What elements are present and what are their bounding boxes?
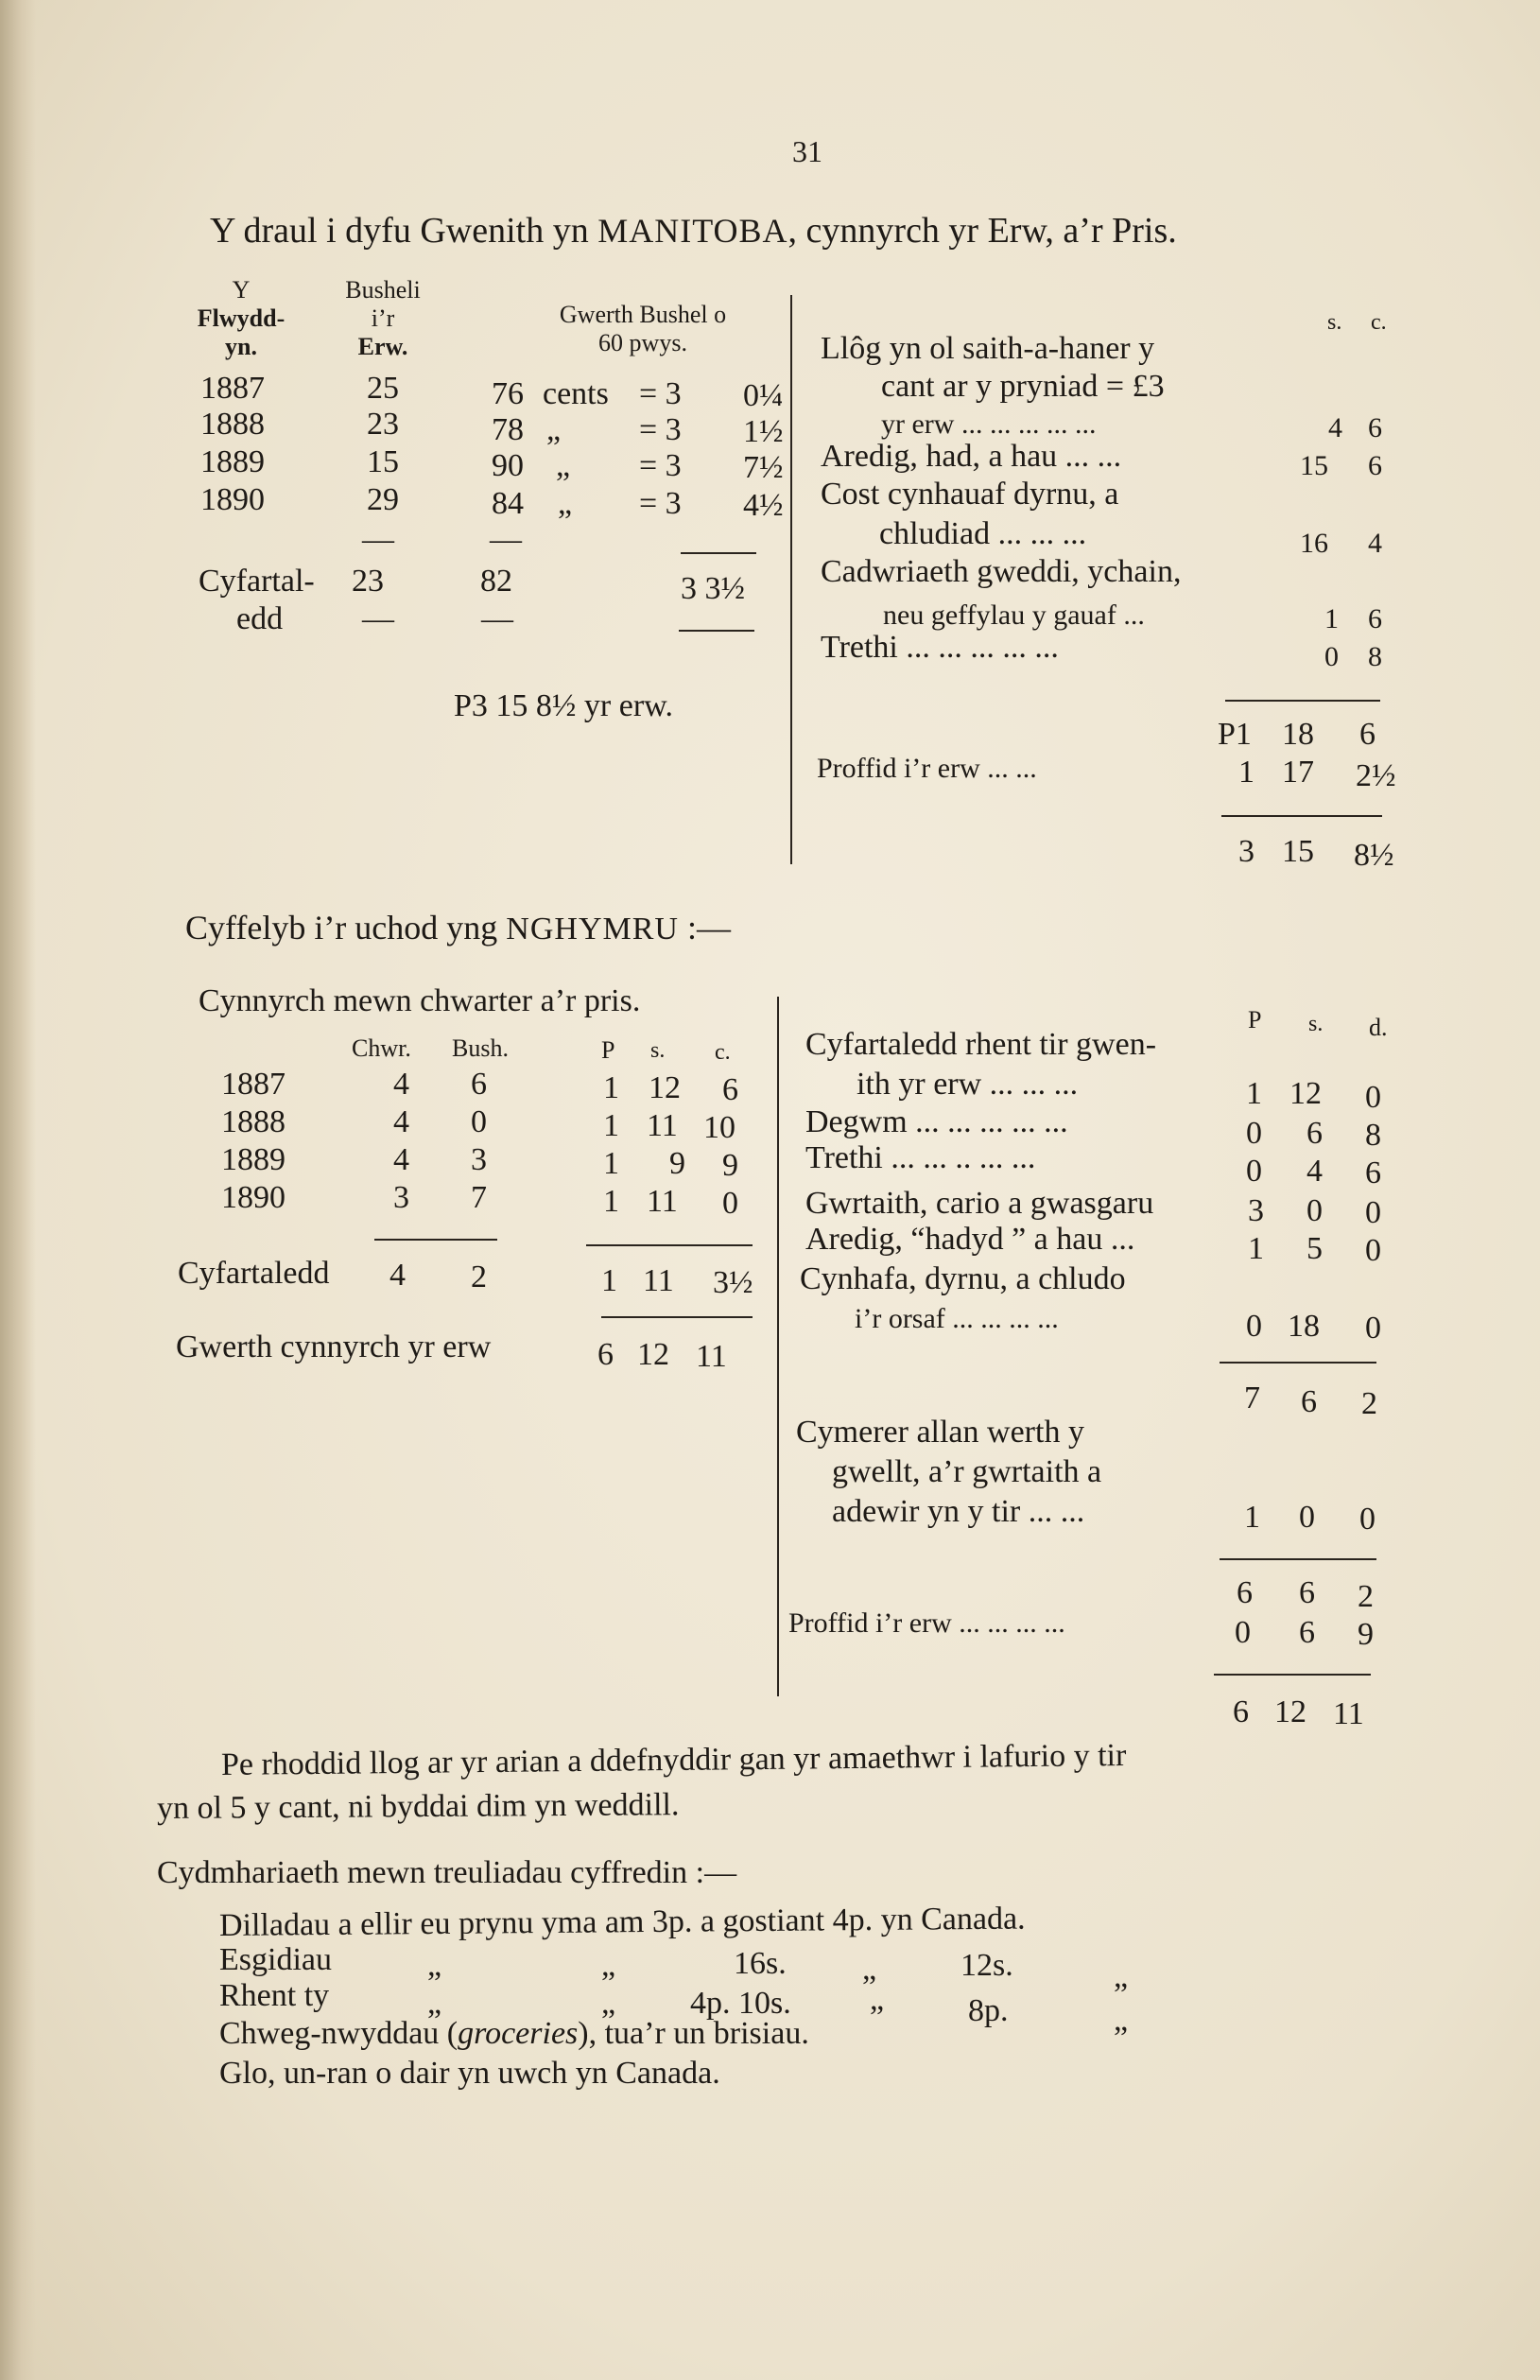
average-cents: 82 bbox=[480, 564, 512, 599]
cost-item: Cyfartaledd rhent tir gwen- bbox=[805, 1027, 1157, 1062]
comparison-price: 16s. bbox=[734, 1946, 787, 1981]
row-c: 0 bbox=[722, 1186, 738, 1221]
row-eq: = 3 bbox=[639, 412, 682, 447]
cost-item: yr erw ... ... ... ... ... bbox=[881, 408, 1097, 440]
profit-s: 17 bbox=[1282, 755, 1314, 790]
cost-d: 0 bbox=[1365, 1233, 1381, 1268]
header-p: P bbox=[601, 1036, 615, 1064]
average-value: 3 3½ bbox=[681, 571, 745, 606]
header-year-2: Flwydd- bbox=[197, 304, 286, 332]
profit-label: Proffid i’r erw ... ... ... ... bbox=[788, 1607, 1065, 1639]
row-eq: = 3 bbox=[639, 376, 682, 411]
cost-d: 0 bbox=[1365, 1311, 1381, 1346]
deduct-p: 1 bbox=[1244, 1500, 1260, 1535]
total-s: 12 bbox=[1274, 1694, 1306, 1729]
row-value: 7½ bbox=[743, 450, 784, 485]
page-edge bbox=[0, 0, 36, 2380]
row-p: 1 bbox=[603, 1108, 619, 1143]
header-bushels-2: i’r bbox=[371, 304, 395, 332]
row-cents: 84 bbox=[492, 486, 524, 521]
row-unit: cents bbox=[543, 376, 609, 411]
average-bushels: 23 bbox=[352, 564, 384, 599]
manitoba-total: P3 15 8½ yr erw. bbox=[454, 688, 673, 723]
rule bbox=[1225, 700, 1380, 702]
cost-item: Trethi ... ... ... ... ... bbox=[821, 630, 1059, 665]
row-p: 1 bbox=[603, 1184, 619, 1219]
cost-p: 0 bbox=[1246, 1116, 1262, 1151]
ditto-mark: „ bbox=[870, 1982, 885, 2017]
row-s: 11 bbox=[647, 1184, 678, 1219]
value-label: Gwerth cynnyrch yr erw bbox=[176, 1329, 492, 1364]
dash: — bbox=[362, 522, 394, 557]
ditto-mark: „ bbox=[601, 1986, 616, 2021]
cost-d: 0 bbox=[1365, 1080, 1381, 1115]
row-chwr: 4 bbox=[393, 1067, 409, 1102]
value-p: 6 bbox=[597, 1337, 614, 1372]
cost-d: 0 bbox=[1365, 1195, 1381, 1230]
cost-s: 16 bbox=[1300, 528, 1328, 559]
header-d: d. bbox=[1369, 1014, 1388, 1041]
row-unit: „ bbox=[556, 448, 571, 483]
comparison-heading: Cydmhariaeth mewn treuliadau cyffredin :— bbox=[157, 1855, 737, 1890]
average-p: 1 bbox=[601, 1263, 617, 1298]
cost-item: chludiad ... ... ... bbox=[879, 516, 1087, 551]
row-c: 10 bbox=[703, 1110, 735, 1145]
cost-s: 4 bbox=[1328, 412, 1342, 443]
deduct-d: 0 bbox=[1359, 1502, 1376, 1537]
row-p: 1 bbox=[603, 1146, 619, 1181]
title-part3: , cynnyrch yr Erw, a’r Pris. bbox=[787, 211, 1177, 251]
row-bush: 3 bbox=[471, 1142, 487, 1177]
row-bush: 7 bbox=[471, 1180, 487, 1215]
wales-heading bbox=[185, 908, 731, 947]
wales-heading-part2: NGHYMRU bbox=[506, 912, 679, 947]
cost-item: Cost cynhauaf dyrnu, a bbox=[821, 477, 1119, 512]
row-chwr: 3 bbox=[393, 1180, 409, 1215]
row-s: 9 bbox=[669, 1146, 685, 1181]
paragraph-line: yn ol 5 y cant, ni byddai dim yn weddill. bbox=[156, 1787, 680, 1826]
cost-p: 3 bbox=[1248, 1193, 1264, 1228]
comparison-price: 4p. 10s. bbox=[690, 1986, 791, 2021]
row-chwr: 4 bbox=[393, 1142, 409, 1177]
rule bbox=[679, 630, 754, 632]
dash: — bbox=[362, 601, 394, 636]
profit-c: 2½ bbox=[1356, 758, 1396, 793]
profit-p: 0 bbox=[1235, 1615, 1251, 1650]
cost-c: 6 bbox=[1368, 603, 1382, 634]
comparison-line bbox=[219, 2016, 809, 2052]
wales-heading-part3: :— bbox=[678, 909, 731, 947]
cost-d: 8 bbox=[1365, 1118, 1381, 1153]
cost-p: 0 bbox=[1246, 1309, 1262, 1344]
row-bush: 6 bbox=[471, 1067, 487, 1102]
row-p: 1 bbox=[603, 1070, 619, 1105]
row-year: 1887 bbox=[221, 1067, 286, 1102]
paragraph-line: Pe rhoddid llog ar yr arian a ddefnyddir gan yr amaethwr i lafurio y tir bbox=[220, 1737, 1127, 1782]
subtotal2-s: 6 bbox=[1299, 1575, 1315, 1610]
column-divider bbox=[790, 295, 792, 864]
average-label: Cyfartaledd bbox=[178, 1256, 330, 1291]
total-d: 11 bbox=[1333, 1696, 1364, 1731]
subtotal-p: 7 bbox=[1244, 1381, 1260, 1416]
cost-s: 0 bbox=[1306, 1193, 1323, 1228]
ditto-mark: „ bbox=[1114, 1959, 1129, 1994]
cost-s: 5 bbox=[1306, 1231, 1323, 1266]
comparison-line: Glo, un-ran o dair yn uwch yn Canada. bbox=[219, 2056, 720, 2091]
title-part1: Y draul i dyfu Gwenith yn bbox=[210, 211, 598, 251]
rule bbox=[1214, 1674, 1371, 1676]
rule bbox=[1220, 1558, 1376, 1560]
header-c: c. bbox=[715, 1040, 731, 1065]
cost-item: neu geffylau y gauaf ... bbox=[883, 599, 1145, 631]
dash: — bbox=[481, 601, 513, 636]
cost-s: 1 bbox=[1324, 603, 1339, 634]
profit-s: 6 bbox=[1299, 1615, 1315, 1650]
subtotal-s: 18 bbox=[1282, 717, 1314, 752]
comparison-text: Chweg-nwyddau ( bbox=[219, 2016, 459, 2051]
header-bush: Bush. bbox=[452, 1034, 509, 1062]
subtotal2-d: 2 bbox=[1358, 1579, 1374, 1614]
column-divider bbox=[777, 997, 779, 1696]
row-bush: 0 bbox=[471, 1104, 487, 1139]
header-bushels-1: Busheli bbox=[345, 276, 421, 304]
header-bushels-3: Erw. bbox=[357, 333, 408, 360]
cost-item: Cadwriaeth gweddi, ychain, bbox=[821, 554, 1182, 589]
average-label-2: edd bbox=[236, 601, 284, 636]
comparison-price: 12s. bbox=[960, 1948, 1013, 1983]
row-eq: = 3 bbox=[639, 486, 682, 521]
row-year: 1887 bbox=[200, 371, 265, 406]
cost-p: 0 bbox=[1246, 1154, 1262, 1189]
cost-item: Gwrtaith, cario a gwasgaru bbox=[805, 1186, 1154, 1221]
row-unit: „ bbox=[546, 412, 562, 447]
cost-item: Aredig, had, a hau ... ... bbox=[821, 439, 1122, 474]
page-number: 31 bbox=[792, 134, 822, 168]
page-title bbox=[210, 210, 1177, 252]
subtotal-d: 2 bbox=[1361, 1386, 1377, 1421]
total-s: 15 bbox=[1282, 834, 1314, 869]
header-p: P bbox=[1248, 1006, 1262, 1034]
header-year-3: yn. bbox=[225, 333, 257, 360]
row-c: 6 bbox=[722, 1072, 738, 1107]
comparison-item: Esgidiau bbox=[219, 1942, 332, 1977]
cost-s: 18 bbox=[1288, 1309, 1320, 1344]
total-p: 6 bbox=[1233, 1694, 1249, 1729]
wales-heading-part1: Cyffelyb i’r uchod yng bbox=[185, 909, 507, 947]
comparison-line: Dilladau a ellir eu prynu yma am 3p. a gostiant 4p. yn Canada. bbox=[218, 1901, 1026, 1943]
cost-s: 6 bbox=[1306, 1116, 1323, 1151]
cost-item: Aredig, “hadyd ” a hau ... bbox=[805, 1222, 1135, 1257]
rule bbox=[1221, 815, 1382, 817]
header-s: s. bbox=[1308, 1012, 1324, 1036]
cost-s: 0 bbox=[1324, 641, 1339, 672]
deduct-line: Cymerer allan werth y bbox=[796, 1415, 1084, 1450]
row-year: 1890 bbox=[221, 1180, 286, 1215]
subtotal-c: 6 bbox=[1359, 717, 1376, 752]
cost-c: 8 bbox=[1368, 641, 1382, 672]
ditto-mark: „ bbox=[862, 1952, 877, 1987]
header-chwr: Chwr. bbox=[352, 1034, 411, 1062]
row-value: 1½ bbox=[743, 414, 784, 449]
total-c: 8½ bbox=[1354, 838, 1394, 873]
row-year: 1889 bbox=[221, 1142, 286, 1177]
total-p: 3 bbox=[1238, 834, 1254, 869]
cost-item: Degwm ... ... ... ... ... bbox=[805, 1104, 1068, 1139]
average-bush: 2 bbox=[471, 1259, 487, 1294]
header-year-1: Y bbox=[232, 276, 251, 304]
wales-caption: Cynnyrch mewn chwarter a’r pris. bbox=[199, 983, 641, 1018]
row-value: 4½ bbox=[743, 488, 784, 523]
subtotal-p: P1 bbox=[1218, 717, 1252, 752]
row-s: 11 bbox=[647, 1108, 678, 1143]
average-label-1: Cyfartal- bbox=[199, 564, 315, 599]
cost-c: 6 bbox=[1368, 450, 1382, 481]
cost-p: 1 bbox=[1248, 1231, 1264, 1266]
cost-c: 6 bbox=[1368, 412, 1382, 443]
cost-item: Llôg yn ol saith-a-haner y bbox=[821, 331, 1155, 366]
average-s: 11 bbox=[643, 1263, 674, 1298]
col-s: s. bbox=[1327, 310, 1342, 335]
row-year: 1889 bbox=[200, 444, 265, 479]
value-s: 12 bbox=[637, 1337, 669, 1372]
value-c: 11 bbox=[696, 1339, 727, 1374]
subtotal2-p: 6 bbox=[1237, 1575, 1253, 1610]
row-bushels: 15 bbox=[367, 444, 399, 479]
deduct-line: gwellt, a’r gwrtaith a bbox=[832, 1454, 1102, 1489]
ditto-mark: „ bbox=[427, 1986, 442, 2021]
comparison-price: 8p. bbox=[968, 1993, 1009, 2028]
comparison-item: Rhent ty bbox=[219, 1978, 330, 2013]
row-bushels: 23 bbox=[367, 407, 399, 442]
row-cents: 76 bbox=[492, 376, 524, 411]
comparison-text: ), tua’r un brisiau. bbox=[578, 2016, 809, 2051]
cost-item: Cynhafa, dyrnu, a chludo bbox=[800, 1261, 1126, 1296]
cost-s: 4 bbox=[1306, 1154, 1323, 1189]
subtotal-s: 6 bbox=[1301, 1384, 1317, 1419]
average-c: 3½ bbox=[713, 1265, 753, 1300]
rule bbox=[586, 1244, 753, 1246]
row-bushels: 25 bbox=[367, 371, 399, 406]
row-cents: 78 bbox=[492, 412, 524, 447]
ditto-mark: „ bbox=[427, 1948, 442, 1983]
profit-p: 1 bbox=[1238, 755, 1254, 790]
row-year: 1888 bbox=[200, 407, 265, 442]
title-part2: MANITOBA bbox=[597, 212, 788, 250]
row-bushels: 29 bbox=[367, 482, 399, 517]
cost-s: 15 bbox=[1300, 450, 1328, 481]
header-value-1: Gwerth Bushel o bbox=[559, 301, 727, 328]
col-c: c. bbox=[1371, 310, 1387, 335]
cost-item: cant ar y pryniad = £3 bbox=[881, 369, 1165, 404]
cost-s: 12 bbox=[1289, 1076, 1322, 1111]
row-cents: 90 bbox=[492, 448, 524, 483]
cost-item: Trethi ... ... .. ... ... bbox=[805, 1140, 1036, 1175]
ditto-mark: „ bbox=[1114, 2003, 1129, 2038]
row-value: 0¼ bbox=[743, 378, 784, 413]
rule bbox=[374, 1239, 497, 1241]
deduct-line: adewir yn y tir ... ... bbox=[832, 1494, 1085, 1529]
rule bbox=[681, 552, 756, 554]
dash: — bbox=[490, 522, 522, 557]
row-eq: = 3 bbox=[639, 448, 682, 483]
row-year: 1888 bbox=[221, 1104, 286, 1139]
average-chwr: 4 bbox=[389, 1258, 406, 1293]
row-s: 12 bbox=[649, 1070, 681, 1105]
ditto-mark: „ bbox=[601, 1948, 616, 1983]
cost-p: 1 bbox=[1246, 1076, 1262, 1111]
cost-item: i’r orsaf ... ... ... ... bbox=[855, 1303, 1059, 1334]
comparison-italic: groceries bbox=[458, 2016, 579, 2051]
cost-c: 4 bbox=[1368, 528, 1382, 559]
row-c: 9 bbox=[722, 1148, 738, 1183]
row-chwr: 4 bbox=[393, 1104, 409, 1139]
cost-item: ith yr erw ... ... ... bbox=[857, 1067, 1079, 1102]
rule bbox=[601, 1316, 753, 1318]
header-value-2: 60 pwys. bbox=[598, 329, 687, 356]
cost-d: 6 bbox=[1365, 1155, 1381, 1190]
profit-d: 9 bbox=[1358, 1617, 1374, 1652]
row-year: 1890 bbox=[200, 482, 265, 517]
header-s: s. bbox=[650, 1038, 666, 1063]
deduct-s: 0 bbox=[1299, 1500, 1315, 1535]
rule bbox=[1220, 1362, 1376, 1364]
row-unit: „ bbox=[558, 486, 573, 521]
profit-label: Proffid i’r erw ... ... bbox=[817, 753, 1037, 784]
